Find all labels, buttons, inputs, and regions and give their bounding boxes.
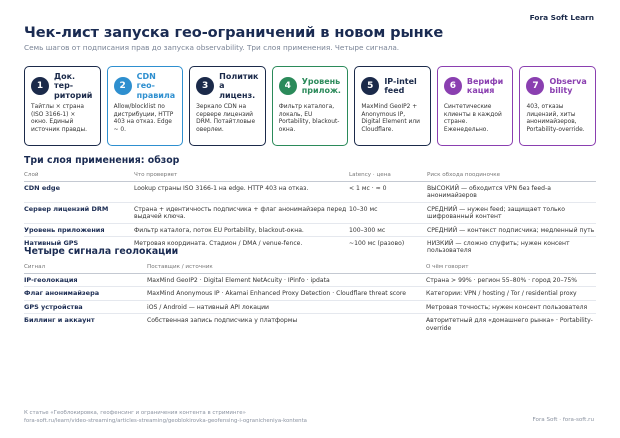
layer-latency: 10–30 мс xyxy=(349,202,427,223)
step-card-6 xyxy=(437,66,514,146)
layer-check: Метровая координата. Стадион / DMA / venue-fence. xyxy=(134,240,303,248)
column-header: Latency · цена xyxy=(349,172,427,182)
column-header: Риск обхода поодиночке xyxy=(427,172,596,182)
signal-name: Биллинг и аккаунт xyxy=(24,316,95,325)
signal-source: iOS / Android — нативный API локации xyxy=(147,300,426,313)
layer-name: Сервер лицензий DRM xyxy=(24,202,134,223)
layer-name: CDN edge xyxy=(24,182,134,203)
signal-name: IP-геолокация xyxy=(24,274,147,287)
signal-source: MaxMind Anonymous IP · Akamai Enhanced Proxy Detection · Cloudflare threat score xyxy=(147,287,426,300)
step-title: IP-intel feed xyxy=(384,76,417,95)
table-row xyxy=(24,202,596,223)
steps-row xyxy=(24,66,596,146)
table-row xyxy=(24,314,596,334)
step-description: Зеркало CDN на сервере лицензий DRM. Потайтловые оверлеи. xyxy=(196,104,256,133)
layer-check: Фильтр каталога, поток EU Portability, blackout-окна. xyxy=(134,223,349,236)
layer-risk: СРЕДНИЙ — контекст подписчика; медленный путь xyxy=(427,223,596,236)
brand-label: Fora Soft Learn xyxy=(529,13,594,22)
layer-name: Нативный GPS xyxy=(24,239,79,248)
step-title: Observa bility xyxy=(549,76,587,95)
page-title: Чек-лист запуска гео-ограничений в новом рынке xyxy=(24,24,444,41)
step-card-2 xyxy=(107,66,184,146)
column-header: О чём говорит xyxy=(426,264,596,274)
step-title: Док. территорий xyxy=(54,71,93,100)
step-card-3 xyxy=(189,66,266,146)
table-row xyxy=(24,287,596,300)
layer-risk: СРЕДНИЙ — нужен feed; защищает только шифрованный контент xyxy=(427,202,596,223)
layer-latency: 100–300 мс xyxy=(349,223,427,236)
step-description: Allow/blocklist по дистрибуции, HTTP 403 на отказ. Edge ~ 0. xyxy=(113,104,174,133)
step-number-badge: 4 xyxy=(279,77,297,95)
column-header: Сигнал xyxy=(24,264,147,274)
step-description: MaxMind GeoIP2 + Anonymous IP, Digital Element или Cloudflare. xyxy=(361,104,420,133)
column-header: Слой xyxy=(24,172,134,182)
step-card-7 xyxy=(519,66,596,146)
signals-heading: Четыре сигнала геолокации xyxy=(24,246,179,257)
footer-brand: Fora Soft · fora-soft.ru xyxy=(532,417,594,423)
layers-heading: Три слоя применения: обзор xyxy=(24,155,180,166)
step-number-badge: 7 xyxy=(526,77,544,95)
layer-latency: ~100 мс (разово) xyxy=(349,240,405,248)
step-title: Верифи кация xyxy=(466,76,504,95)
layers-table xyxy=(24,172,596,257)
column-header: Поставщик / источник xyxy=(147,264,426,274)
signal-meaning: Авторитетный для «домашнего рынка» · Portability-override xyxy=(426,317,593,332)
footer-source xyxy=(24,409,307,425)
signal-meaning: Страна > 99% · регион 55–80% · город 20–75% xyxy=(426,274,596,287)
step-title: Политик а лиценз. xyxy=(219,71,259,100)
table-row xyxy=(24,300,596,313)
step-number-badge: 2 xyxy=(114,77,132,95)
column-header: Что проверяет xyxy=(134,172,349,182)
step-title: Уровень прилож. xyxy=(301,76,341,95)
signal-meaning: Категории: VPN / hosting / Tor / residential proxy xyxy=(426,287,596,300)
signal-name: GPS устройства xyxy=(24,300,147,313)
step-title: CDN гео-правила xyxy=(136,71,176,100)
page-subtitle: Семь шагов от подписания прав до запуска observability. Три слоя применения. Четыре сигнала. xyxy=(24,43,400,52)
step-card-4 xyxy=(272,66,349,146)
step-number-badge: 3 xyxy=(196,77,214,95)
layer-latency: < 1 мс · ≈ 0 xyxy=(349,182,427,203)
layer-risk: НИЗКИЙ — сложно спуфить; нужен консент пользователя xyxy=(427,240,570,255)
signal-source: Собственная запись подписчика у платформы xyxy=(147,317,298,325)
layer-check: Lookup страны ISO 3166-1 на edge. HTTP 403 на отказ. xyxy=(134,182,349,203)
table-row xyxy=(24,274,596,287)
layer-name: Уровень приложения xyxy=(24,223,134,236)
step-number-badge: 5 xyxy=(361,77,379,95)
signal-name: Флаг анонимайзера xyxy=(24,287,147,300)
step-description: Тайтлы × страна (ISO 3166-1) × окно. Единый источник правды. xyxy=(31,104,87,133)
step-description: Синтетические клиенты в каждой стране. Еженедельно. xyxy=(443,104,502,133)
table-row xyxy=(24,223,596,236)
signals-table xyxy=(24,264,596,334)
step-number-badge: 6 xyxy=(444,77,462,95)
table-row xyxy=(24,182,596,203)
layer-check: Страна + идентичность подписчика + флаг анонимайзера перед выдачей ключа. xyxy=(134,202,349,223)
step-description: 403, отказы лицензий, хиты анонимайзеров, Portability-override. xyxy=(526,104,585,133)
layer-risk: ВЫСОКИЙ — обходится VPN без feed-а анонимайзеров xyxy=(427,182,596,203)
step-card-5 xyxy=(354,66,431,146)
step-number-badge: 1 xyxy=(31,77,49,95)
step-card-1 xyxy=(24,66,101,146)
footer-source-text: К статье «Геоблокировка, геофенсинг и ограничения контента в стриминге» xyxy=(24,410,246,416)
signal-meaning: Метровая точность; нужен консент пользователя xyxy=(426,300,596,313)
step-description: Фильтр каталога, локаль, EU Portability, blackout-окна. xyxy=(278,104,340,133)
footer-url-link[interactable]: fora-soft.ru/learn/video-streaming/articles-streaming/geoblokirovka-geofensing-i-ogranicheniya-kontenta xyxy=(24,418,307,424)
signal-source: MaxMind GeoIP2 · Digital Element NetAcuity · IPinfo · ipdata xyxy=(147,274,426,287)
